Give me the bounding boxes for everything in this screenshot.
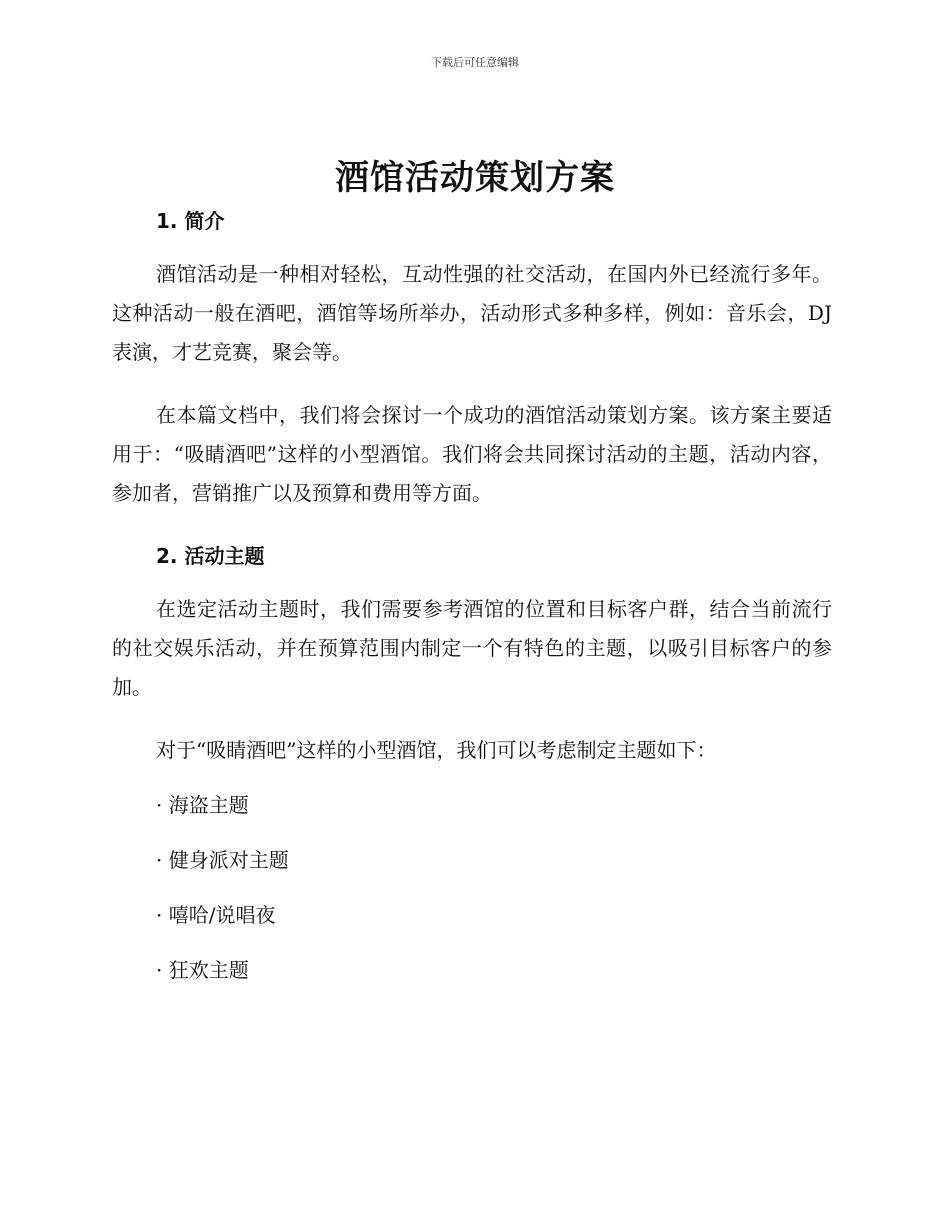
document-title: 酒馆活动策划方案 xyxy=(335,158,615,198)
theme-bullet-item: · 狂欢主题 xyxy=(156,958,249,982)
intro-paragraph-2: 在本篇文档中，我们将会探讨一个成功的酒馆活动策划方案。该方案主要适用于：“吸睛酒吧”这样的小型酒馆。我们将会共同探讨活动的主题，活动内容，参加者，营销推广以及预算和费用等方面。 xyxy=(112,403,832,505)
theme-bullet-item: · 健身派对主题 xyxy=(156,848,289,872)
theme-bullet-item: · 海盗主题 xyxy=(156,793,249,817)
section-heading-intro: 1. 简介 xyxy=(156,209,225,233)
section-heading-theme: 2. 活动主题 xyxy=(156,544,265,568)
theme-paragraph-2: 对于“吸睛酒吧”这样的小型酒馆，我们可以考虑制定主题如下： xyxy=(156,738,717,762)
theme-paragraph-1: 在选定活动主题时，我们需要参考酒馆的位置和目标客户群，结合当前流行的社交娱乐活动，并在预算范围内制定一个有特色的主题，以吸引目标客户的参加。 xyxy=(112,597,832,699)
theme-bullet-item: · 嘻哈/说唱夜 xyxy=(156,903,276,927)
header-note: 下载后可任意编辑 xyxy=(431,56,519,69)
intro-paragraph-1: 酒馆活动是一种相对轻松，互动性强的社交活动，在国内外已经流行多年。这种活动一般在酒吧，酒馆等场所举办，活动形式多种多样，例如：音乐会，DJ 表演，才艺竞赛，聚会等。 xyxy=(112,262,832,364)
